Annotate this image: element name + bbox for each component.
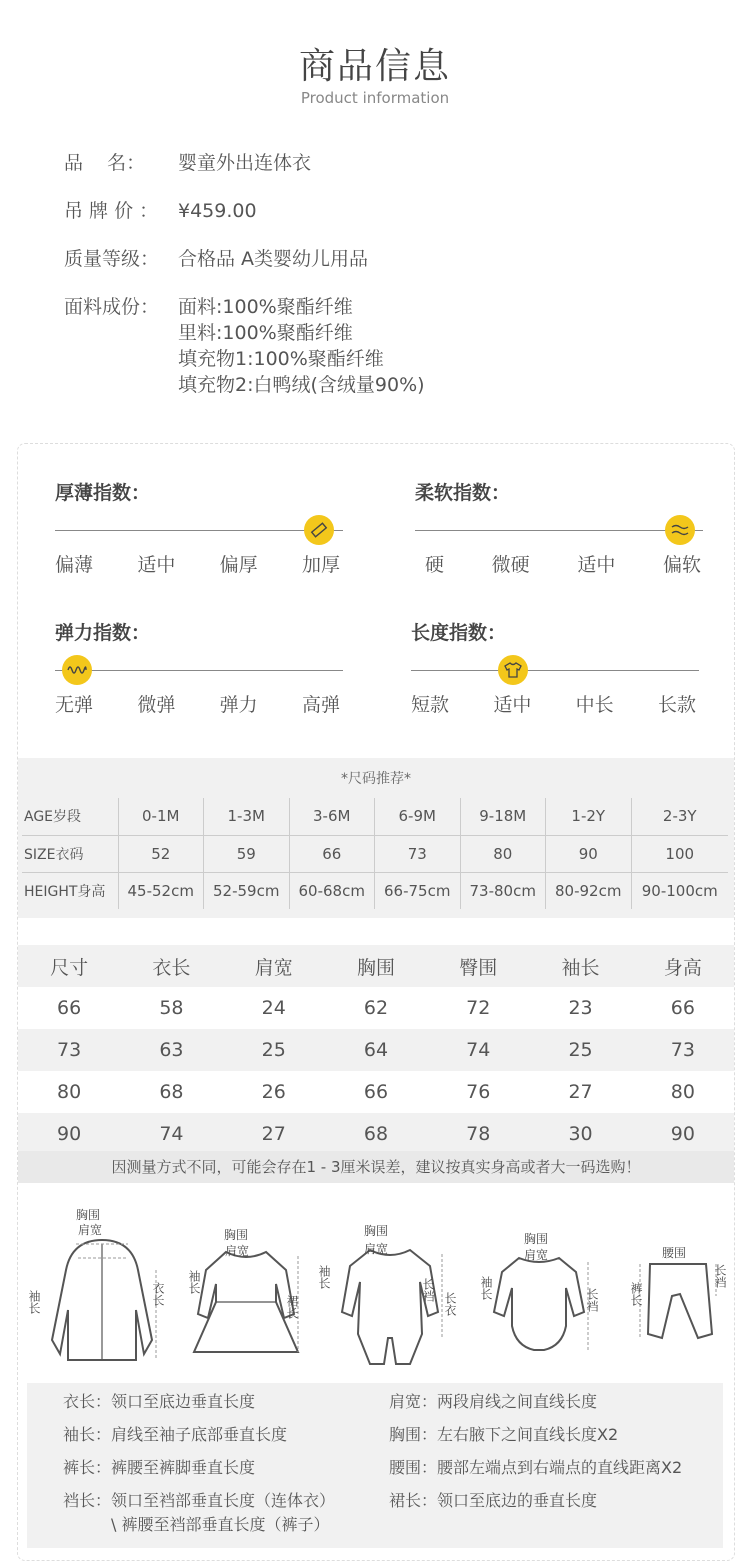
softness-index <box>415 478 510 505</box>
index-label: 硬 <box>425 554 445 576</box>
table-cell: 52-59cm <box>204 872 290 909</box>
table-cell: 52 <box>118 835 204 872</box>
figure-label: 胸围 <box>524 1232 549 1246</box>
index-label: 微硬 <box>491 554 530 576</box>
info-value: 填充物1:100%聚酯纤维 <box>178 348 384 370</box>
definition-item: 胸围：左右腋下之间直线长度X2 <box>389 1425 619 1444</box>
table-cell: 1-2Y <box>546 798 632 835</box>
index-label: 偏软 <box>662 554 701 576</box>
table-cell: 80 <box>57 1081 82 1103</box>
table-row <box>22 798 728 835</box>
figure-label: 裤长 <box>629 1282 643 1306</box>
romper-figure <box>330 1238 450 1370</box>
spring-icon <box>62 655 92 685</box>
figure-label: 袖长 <box>317 1265 331 1289</box>
figure-label: 袖长 <box>479 1276 493 1300</box>
index-label: 中长 <box>575 694 614 716</box>
table-cell: 64 <box>363 1039 389 1061</box>
table-cell: 66 <box>363 1081 389 1103</box>
info-label: 品 名： <box>64 152 146 174</box>
info-value: 婴童外出连体衣 <box>178 152 312 174</box>
table-cell: 90 <box>670 1123 695 1145</box>
table-cell: 27 <box>261 1123 286 1145</box>
info-row-fabric <box>64 294 684 398</box>
table-cell: 78 <box>466 1123 491 1145</box>
table-cell: 3-6M <box>289 798 375 835</box>
table-row <box>18 1113 734 1155</box>
page-title: 商品信息 <box>298 46 451 87</box>
table-row <box>18 1071 734 1113</box>
figure-label: 胸围 <box>364 1224 389 1238</box>
column-header: 尺寸 <box>50 956 89 979</box>
definition-item: 裙长：领口至底边的垂直长度 <box>389 1491 598 1510</box>
index-title: 厚薄指数： <box>55 482 151 504</box>
table-row <box>22 872 728 909</box>
figure-label: 胸围 <box>76 1208 101 1222</box>
table-cell: SIZE衣码 <box>22 835 118 872</box>
figure-label: 肩宽 <box>78 1223 103 1237</box>
definition-item: \ 裤腰至裆部垂直长度（裤子） <box>111 1515 330 1534</box>
info-label: 面料成份： <box>64 296 160 318</box>
table-cell: 1-3M <box>204 798 290 835</box>
table-cell: 74 <box>466 1039 491 1061</box>
table-cell: 62 <box>363 997 389 1019</box>
table-cell: 73-80cm <box>460 872 546 909</box>
table-cell: 73 <box>375 835 461 872</box>
figure-label: 肩宽 <box>524 1248 549 1262</box>
info-row-grade <box>64 246 684 272</box>
elasticity-index <box>55 618 150 645</box>
table-cell: 76 <box>466 1081 491 1103</box>
table-cell: 73 <box>670 1039 695 1061</box>
index-label: 偏厚 <box>219 554 258 576</box>
table-cell: 100 <box>631 835 728 872</box>
definition-item: 袖长：肩线至袖子底部垂直长度 <box>63 1425 288 1444</box>
figure-label: 袖长 <box>27 1290 41 1314</box>
measurement-table <box>18 945 734 1155</box>
table-cell: 24 <box>261 997 286 1019</box>
figure-label: 肩宽 <box>364 1242 389 1256</box>
thickness-index <box>55 478 150 505</box>
index-labels <box>55 550 340 577</box>
info-value: 填充物2:白鸭绒(含绒量90%) <box>178 374 425 396</box>
column-header: 袖长 <box>561 956 600 979</box>
figure-label: 长裆 <box>421 1278 435 1302</box>
measurement-note: 因测量方式不同，可能会存在1 - 3厘米误差，建议按真实身高或者大一码选购！ <box>18 1151 734 1183</box>
ruler-icon <box>304 515 334 545</box>
table-cell: 90 <box>546 835 632 872</box>
index-label: 适中 <box>137 554 176 576</box>
product-info <box>64 150 684 420</box>
info-value: 面料:100%聚酯纤维 <box>178 296 353 318</box>
table-cell: 66-75cm <box>375 872 461 909</box>
index-label: 短款 <box>411 694 450 716</box>
info-label: 吊 牌 价 ： <box>64 200 159 222</box>
index-labels <box>411 690 696 717</box>
definition-item: 裆长：领口至裆部垂直长度（连体衣） <box>63 1491 336 1510</box>
figure-label: 长裆 <box>585 1288 599 1312</box>
index-line <box>415 530 703 531</box>
info-value: ¥459.00 <box>178 200 257 222</box>
table-cell: 80 <box>460 835 546 872</box>
column-header: 胸围 <box>356 956 395 979</box>
table-cell: 25 <box>261 1039 286 1061</box>
index-label: 微弹 <box>137 694 176 716</box>
info-row-price <box>64 198 684 224</box>
index-label: 适中 <box>493 694 532 716</box>
column-header: 衣长 <box>152 956 191 979</box>
table-cell: 68 <box>363 1123 389 1145</box>
page-subtitle: Product information <box>300 89 450 107</box>
table-cell: 66 <box>57 997 82 1019</box>
column-header: 臀围 <box>459 956 498 979</box>
definition-item: 衣长：领口至底边垂直长度 <box>63 1392 256 1411</box>
table-row <box>22 835 728 872</box>
index-line <box>55 670 343 671</box>
table-cell: 45-52cm <box>118 872 204 909</box>
table-cell: 0-1M <box>118 798 204 835</box>
index-title: 长度指数： <box>411 622 507 644</box>
index-labels <box>425 550 701 577</box>
table-cell: 60-68cm <box>289 872 375 909</box>
table-cell: 30 <box>568 1123 593 1145</box>
info-label: 质量等级： <box>64 248 160 270</box>
table-cell: 68 <box>159 1081 184 1103</box>
table-cell: 9-18M <box>460 798 546 835</box>
table-cell: 59 <box>204 835 290 872</box>
table-cell: 26 <box>261 1081 286 1103</box>
index-labels <box>55 690 340 717</box>
column-header: 身高 <box>663 956 702 979</box>
table-cell: 58 <box>159 997 184 1019</box>
index-label: 偏薄 <box>55 554 94 576</box>
index-line <box>55 530 343 531</box>
figure-label: 长衣 <box>443 1292 457 1316</box>
figure-label: 肩宽 <box>225 1244 250 1258</box>
pants-figure <box>632 1258 722 1348</box>
size-recommendation <box>18 758 734 918</box>
table-cell: 6-9M <box>375 798 461 835</box>
column-header: 肩宽 <box>254 956 293 979</box>
figure-label: 裙长 <box>285 1295 299 1319</box>
table-cell: 90 <box>57 1123 82 1145</box>
index-label: 加厚 <box>301 554 340 576</box>
table-cell: AGE岁段 <box>22 798 118 835</box>
size-recommendation-title: *尺码推荐* <box>341 771 411 787</box>
table-cell: 74 <box>159 1123 184 1145</box>
wave-icon <box>665 515 695 545</box>
index-label: 无弹 <box>55 694 94 716</box>
table-cell: 66 <box>289 835 375 872</box>
table-cell: 66 <box>670 997 695 1019</box>
index-label: 高弹 <box>301 694 340 716</box>
index-title: 弹力指数： <box>55 622 151 644</box>
figure-label: 衣长 <box>151 1282 165 1306</box>
info-value: 合格品 A类婴幼儿用品 <box>178 248 369 270</box>
index-title: 柔软指数： <box>415 482 511 504</box>
table-row <box>18 1029 734 1071</box>
figure-label: 长裆 <box>713 1264 727 1288</box>
index-line <box>411 670 699 671</box>
info-value: 里料:100%聚酯纤维 <box>178 322 353 344</box>
definition-item: 裤长：裤腰至裤脚垂直长度 <box>63 1458 256 1477</box>
figure-label: 胸围 <box>224 1228 249 1242</box>
index-label: 适中 <box>577 554 616 576</box>
table-cell: 80 <box>670 1081 695 1103</box>
definition-item: 腰围：腰部左端点到右端点的直线距离X2 <box>389 1458 683 1477</box>
size-table <box>22 798 728 909</box>
table-cell: 23 <box>568 997 593 1019</box>
garment-figures <box>18 1210 734 1370</box>
table-row <box>18 987 734 1029</box>
definition-item: 肩宽：两段肩线之间直线长度 <box>389 1392 598 1411</box>
table-cell: 25 <box>568 1039 593 1061</box>
figure-label: 袖长 <box>187 1270 201 1294</box>
index-label: 长款 <box>657 694 696 716</box>
table-cell: 2-3Y <box>631 798 728 835</box>
table-cell: 80-92cm <box>546 872 632 909</box>
table-cell: 73 <box>57 1039 82 1061</box>
table-cell: 90-100cm <box>631 872 728 909</box>
info-row-name <box>64 150 684 176</box>
index-label: 弹力 <box>219 694 258 716</box>
table-header-row <box>18 945 734 987</box>
length-index <box>411 618 506 645</box>
table-cell: HEIGHT身高 <box>24 883 106 900</box>
figure-label: 腰围 <box>662 1246 687 1260</box>
shirt-icon <box>498 655 528 685</box>
measurement-definitions <box>27 1383 723 1548</box>
table-cell: 72 <box>466 997 491 1019</box>
table-cell: 27 <box>568 1081 593 1103</box>
coat-figure <box>36 1230 166 1370</box>
table-cell: 63 <box>159 1039 184 1061</box>
